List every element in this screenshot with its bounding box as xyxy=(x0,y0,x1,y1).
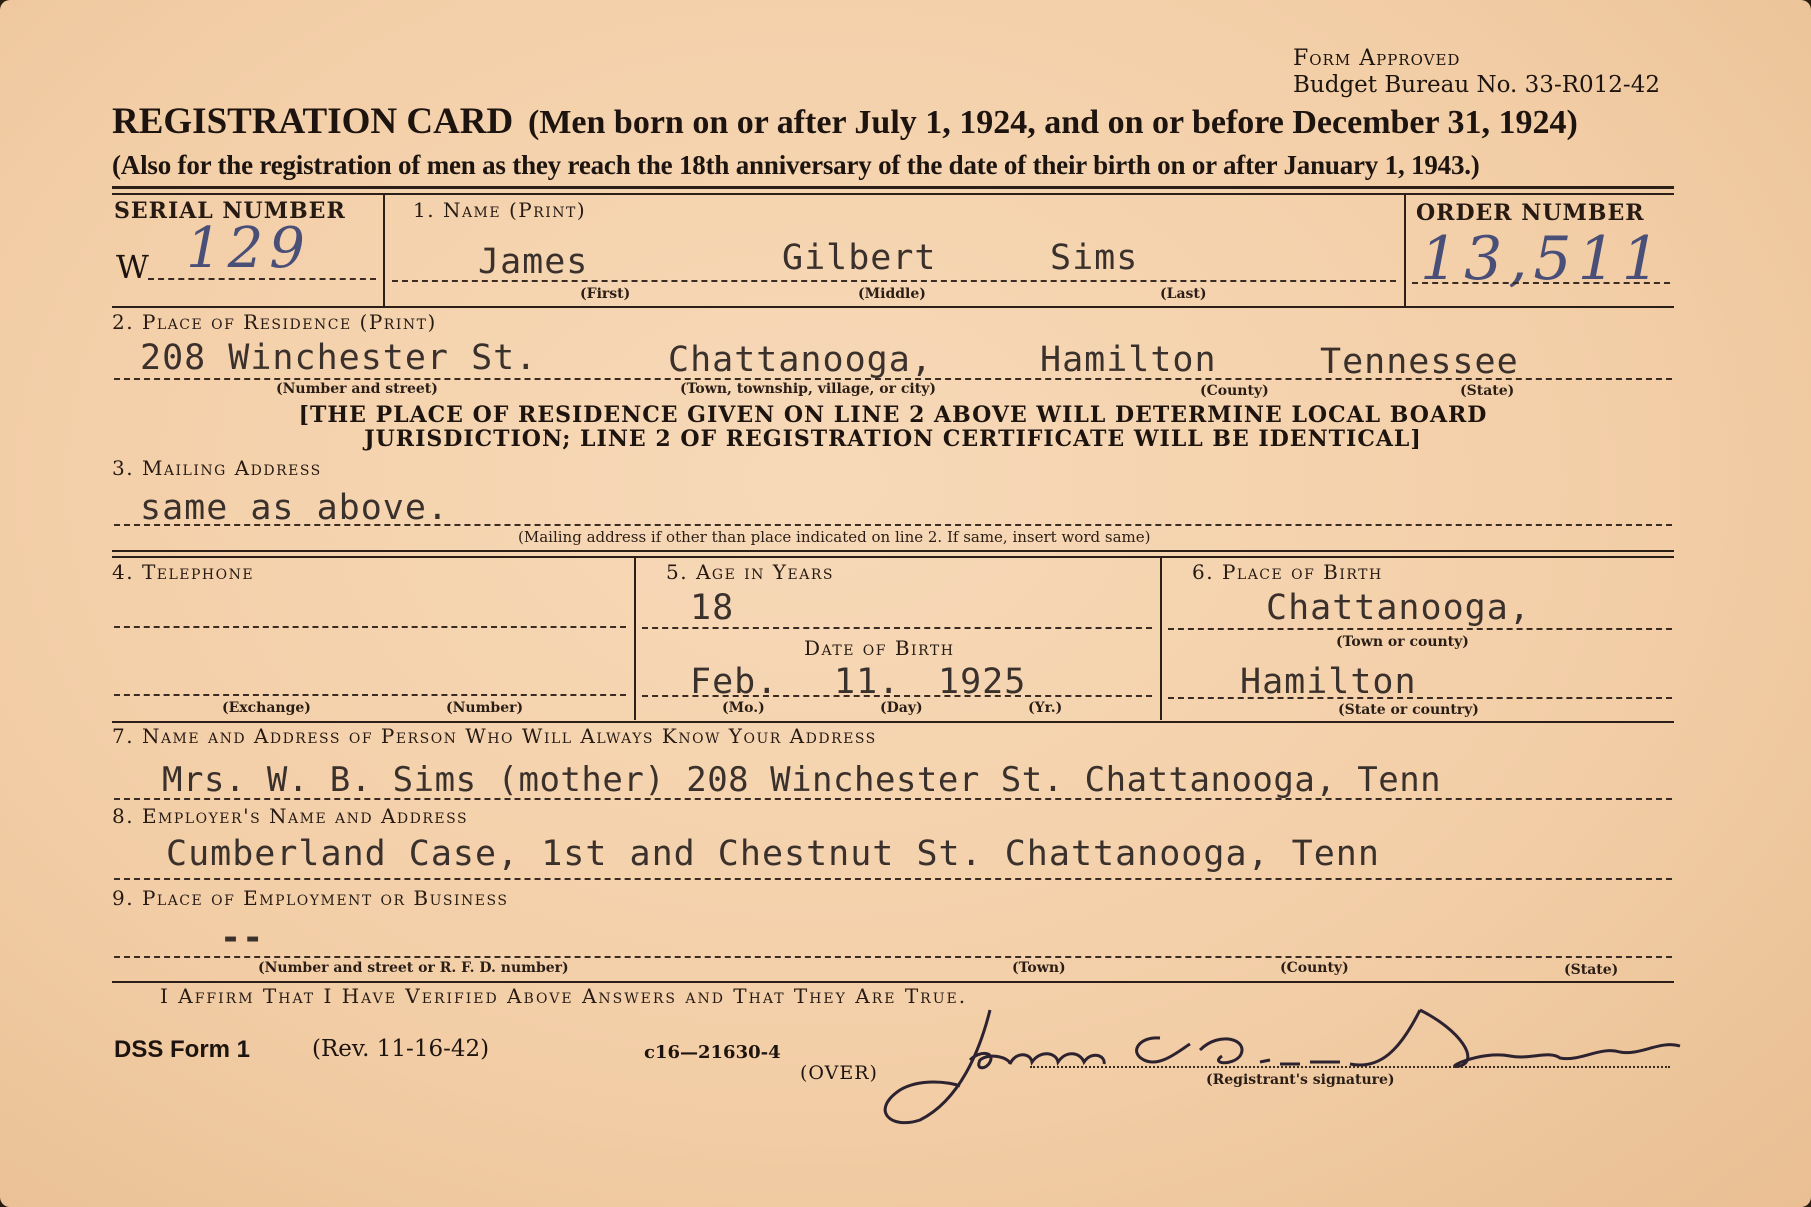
dob-day: 11. xyxy=(834,662,901,702)
form-id: DSS Form 1 xyxy=(114,1036,251,1063)
employer-label: 8. Employer's Name and Address xyxy=(112,804,469,828)
employment-value: -- xyxy=(220,918,265,958)
mailing-caption: (Mailing address if other than place indicated on line 2. If same, insert word same) xyxy=(518,528,1151,546)
dob-year: 1925 xyxy=(938,662,1027,702)
also-note: (Also for the registration of men as they reach the 18th anniversary of the date of their birth on or after January 1, 1943.) xyxy=(112,150,1480,180)
employment-county-caption: (County) xyxy=(1280,960,1349,976)
contact-label: 7. Name and Address of Person Who Will Always Know Your Address xyxy=(112,724,877,748)
mailing-label: 3. Mailing Address xyxy=(112,456,322,480)
first-caption: (First) xyxy=(580,286,631,302)
order-number-value: 13,511 xyxy=(1420,224,1666,294)
serial-prefix: W xyxy=(116,248,149,286)
mo-caption: (Mo.) xyxy=(722,700,765,716)
employment-label: 9. Place of Employment or Business xyxy=(112,886,509,910)
dob-month: Feb. xyxy=(690,662,779,702)
residence-street: 208 Winchester St. xyxy=(140,338,538,378)
over-note: (OVER) xyxy=(800,1062,878,1084)
registrant-signature xyxy=(860,990,1720,1140)
contact-value: Mrs. W. B. Sims (mother) 208 Winchester St. Chattanooga, Tenn xyxy=(162,760,1442,800)
exchange-caption: (Exchange) xyxy=(222,700,311,716)
form-subtitle: (Men born on or after July 1, 1924, and on or before December 31, 1924) xyxy=(528,104,1578,141)
form-revision: (Rev. 11-16-42) xyxy=(312,1036,490,1062)
employment-town-caption: (Town) xyxy=(1012,960,1066,976)
last-caption: (Last) xyxy=(1160,286,1207,302)
affirmation: I Affirm That I Have Verified Above Answers and That They Are True. xyxy=(160,984,968,1008)
birthplace-town-caption: (Town or county) xyxy=(1336,634,1469,650)
middle-name: Gilbert xyxy=(782,238,937,278)
signature-caption: (Registrant's signature) xyxy=(1206,1072,1395,1088)
birthplace-state: Hamilton xyxy=(1240,662,1417,702)
jurisdiction-notice-2: JURISDICTION; LINE 2 OF REGISTRATION CERTIFICATE WILL BE IDENTICAL] xyxy=(364,426,1422,452)
middle-caption: (Middle) xyxy=(858,286,926,302)
order-number-label: ORDER NUMBER xyxy=(1416,200,1645,226)
employment-street-caption: (Number and street or R. F. D. number) xyxy=(258,960,569,976)
county-caption: (County) xyxy=(1200,383,1269,399)
day-caption: (Day) xyxy=(880,700,923,716)
state-caption: (State) xyxy=(1460,383,1515,399)
birthplace-town: Chattanooga, xyxy=(1266,588,1531,628)
town-caption: (Town, township, village, or city) xyxy=(680,381,936,397)
jurisdiction-notice-1: [THE PLACE OF RESIDENCE GIVEN ON LINE 2 ABOVE WILL DETERMINE LOCAL BOARD xyxy=(298,402,1488,428)
employer-value: Cumberland Case, 1st and Chestnut St. Chattanooga, Tenn xyxy=(166,834,1380,874)
birthplace-label: 6. Place of Birth xyxy=(1192,560,1383,584)
serial-number-label: SERIAL NUMBER xyxy=(114,198,346,224)
residence-state: Tennessee xyxy=(1320,342,1519,382)
street-caption: (Number and street) xyxy=(276,381,438,397)
print-code: c16—21630-4 xyxy=(644,1042,781,1063)
residence-town: Chattanooga, xyxy=(668,340,933,380)
form-approved: Form Approved xyxy=(1293,46,1461,71)
residence-label: 2. Place of Residence (Print) xyxy=(112,310,437,334)
form-title: REGISTRATION CARD xyxy=(112,101,514,142)
telephone-label: 4. Telephone xyxy=(112,560,255,584)
first-name: James xyxy=(478,242,589,282)
residence-county: Hamilton xyxy=(1040,340,1217,380)
serial-number-value: 129 xyxy=(186,216,311,281)
phone-number-caption: (Number) xyxy=(446,700,524,716)
birthplace-state-caption: (State or country) xyxy=(1338,702,1479,718)
name-label: 1. Name (Print) xyxy=(413,198,587,222)
mailing-value: same as above. xyxy=(140,488,450,528)
age-value: 18 xyxy=(690,588,735,628)
employment-state-caption: (State) xyxy=(1564,962,1619,978)
yr-caption: (Yr.) xyxy=(1028,700,1063,716)
budget-bureau-number: Budget Bureau No. 33-R012-42 xyxy=(1293,72,1660,98)
age-label: 5. Age in Years xyxy=(666,560,834,584)
last-name: Sims xyxy=(1050,238,1139,278)
dob-label: Date of Birth xyxy=(804,636,955,660)
